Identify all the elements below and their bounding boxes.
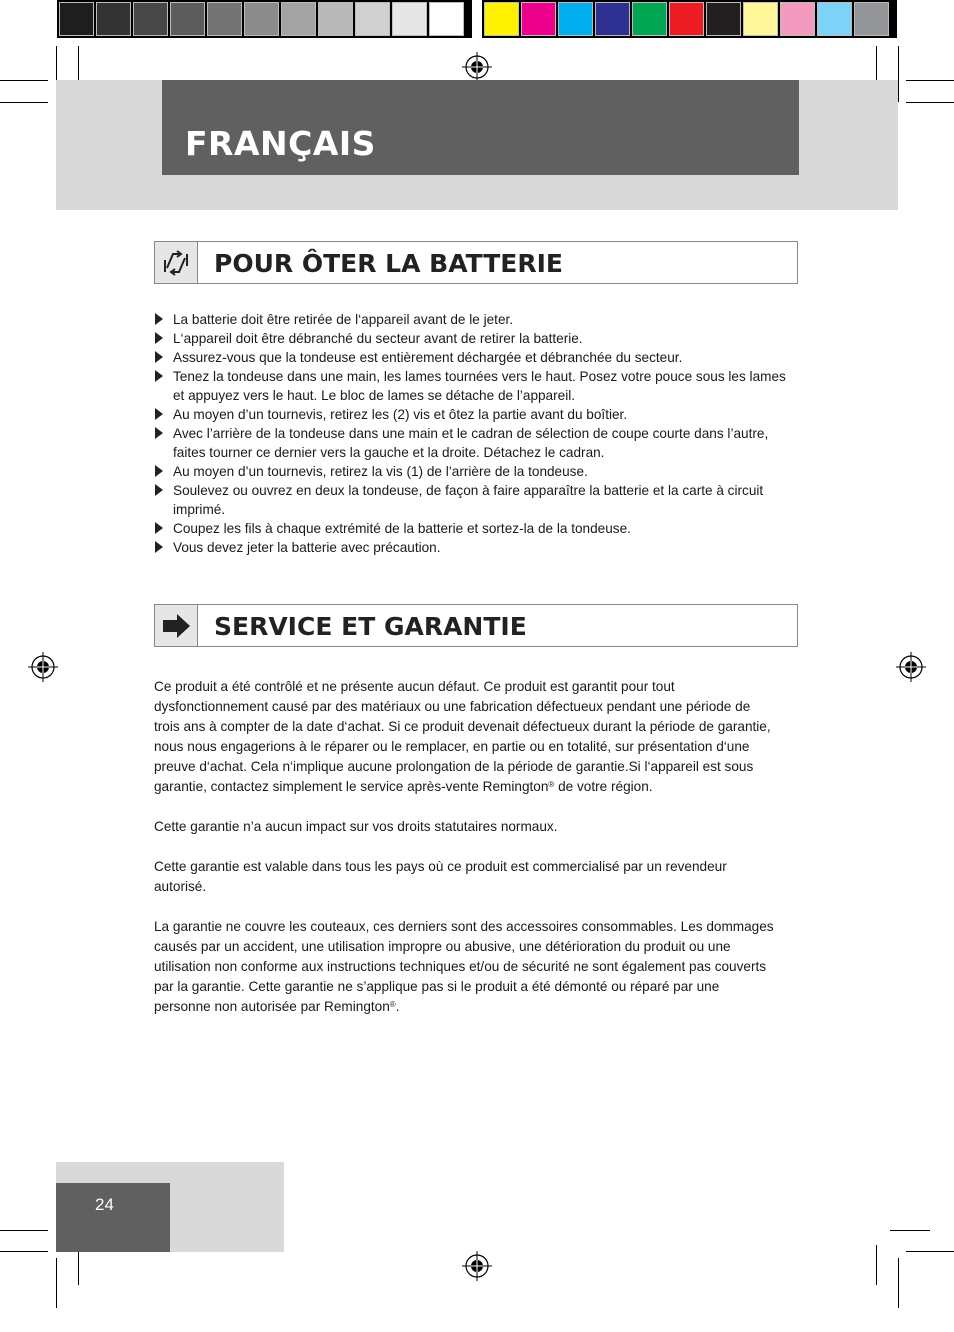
paragraph-text: de votre région. xyxy=(554,779,653,794)
color-swatch xyxy=(392,2,427,36)
color-swatch xyxy=(59,2,94,36)
color-swatch xyxy=(558,2,593,36)
gray-swatch-row xyxy=(59,2,466,36)
registered-mark: ® xyxy=(548,780,555,789)
color-swatch xyxy=(170,2,205,36)
list-item: Vous devez jeter la batterie avec précaution. xyxy=(154,538,794,557)
color-swatch xyxy=(281,2,316,36)
crop-mark xyxy=(890,1230,930,1231)
color-swatch xyxy=(318,2,353,36)
section-title: POUR ÔTER LA BATTERIE xyxy=(214,249,563,278)
crop-mark xyxy=(906,1251,954,1252)
color-swatch xyxy=(429,2,464,36)
paragraph-text: . xyxy=(395,999,400,1014)
color-swatch xyxy=(96,2,131,36)
warranty-paragraph xyxy=(154,917,779,1017)
color-swatch xyxy=(595,2,630,36)
crop-mark xyxy=(0,102,48,103)
crop-mark xyxy=(0,1230,48,1231)
page-title: FRANÇAIS xyxy=(185,124,376,163)
list-item: Au moyen d’un tournevis, retirez la vis (1) de l’arrière de la tondeuse. xyxy=(154,462,794,481)
color-swatch xyxy=(244,2,279,36)
color-swatch xyxy=(355,2,390,36)
registration-mark-icon xyxy=(462,1251,492,1281)
section-title: SERVICE ET GARANTIE xyxy=(214,612,527,641)
list-item: Coupez les fils à chaque extrémité de la batterie et sortez-la de la tondeuse. xyxy=(154,519,794,538)
battery-section-header xyxy=(154,241,798,284)
registration-mark-icon xyxy=(28,652,58,682)
crop-mark xyxy=(906,80,954,81)
color-swatch xyxy=(669,2,704,36)
crop-mark xyxy=(56,1258,57,1308)
battery-steps-list xyxy=(154,310,794,557)
warranty-paragraph: Cette garantie est valable dans tous les pays où ce produit est commercialisé par un revendeur autorisé. xyxy=(154,859,727,894)
warranty-text xyxy=(154,677,779,1037)
warranty-paragraph: Cette garantie n’a aucun impact sur vos droits statutaires normaux. xyxy=(154,819,558,834)
warranty-paragraph xyxy=(154,677,779,797)
color-swatch xyxy=(207,2,242,36)
crop-mark xyxy=(0,80,48,81)
list-item: Assurez-vous que la tondeuse est entièrement déchargée et débranchée du secteur. xyxy=(154,348,794,367)
service-section-header xyxy=(154,604,798,647)
color-swatch xyxy=(133,2,168,36)
color-swatch xyxy=(780,2,815,36)
crop-mark xyxy=(898,46,899,102)
crop-mark xyxy=(876,1245,877,1285)
color-swatch xyxy=(632,2,667,36)
crop-mark xyxy=(906,102,954,103)
registration-mark-icon xyxy=(462,52,492,82)
color-swatch-row xyxy=(484,2,891,36)
list-item: Avec l’arrière de la tondeuse dans une main et le cadran de sélection de coupe courte dans l’autre, faites tourner ce dernier vers la gauche et la droite. Détachez le cadran. xyxy=(154,424,794,462)
registration-mark-icon xyxy=(896,652,926,682)
list-item: Soulevez ou ouvrez en deux la tondeuse, de façon à faire apparaître la batterie et la carte à circuit imprimé. xyxy=(154,481,794,519)
crop-mark xyxy=(0,1251,48,1252)
arrow-right-icon xyxy=(155,605,198,646)
color-swatch xyxy=(521,2,556,36)
paragraph-text: Ce produit a été contrôlé et ne présente aucun défaut. Ce produit est garantit pour tout dysfonctionnement causé par des matériaux ou une fabrication défectueux pendant une période de trois ans à compter de la date d‘achat. Si ce produit devenait défectueux durant la période de garantie, nous nous engagerions à le réparer ou le remplacer, en partie ou en totalité, sur présentation d‘une preuve d‘achat. Cela n‘implique aucune prolongation de la période de garantie.Si l‘appareil est sous garantie, contactez simplement le service après-vente Remington xyxy=(154,679,771,794)
list-item: La batterie doit être retirée de l‘appareil avant de le jeter. xyxy=(154,310,794,329)
color-swatch xyxy=(854,2,889,36)
color-swatch xyxy=(706,2,741,36)
list-item: Au moyen d’un tournevis, retirez les (2) vis et ôtez la partie avant du boîtier. xyxy=(154,405,794,424)
list-item: L‘appareil doit être débranché du secteur avant de retirer la batterie. xyxy=(154,329,794,348)
paragraph-text: La garantie ne couvre les couteaux, ces derniers sont des accessoires consommables. Les dommages causés par un accident, une utilisation impropre ou abusive, une détérioration du produit ou une utilisation non conforme aux instructions techniques et/ou de sécurité ne sont également pas couverts par la garantie. Cette garantie ne s’applique pas si le produit a été démonté ou réparé par une personne non autorisée par Remington xyxy=(154,919,774,1014)
registered-mark: ® xyxy=(389,1000,396,1009)
color-swatch xyxy=(817,2,852,36)
list-item: Tenez la tondeuse dans une main, les lames tournées vers le haut. Posez votre pouce sous les lames et appuyez vers le haut. Le bloc de lames se détache de l’appareil. xyxy=(154,367,794,405)
color-swatch xyxy=(743,2,778,36)
color-swatch xyxy=(484,2,519,36)
page-number: 24 xyxy=(95,1195,114,1214)
crop-mark xyxy=(898,1258,899,1308)
recycle-icon xyxy=(155,242,198,283)
footer-box xyxy=(56,1183,170,1252)
